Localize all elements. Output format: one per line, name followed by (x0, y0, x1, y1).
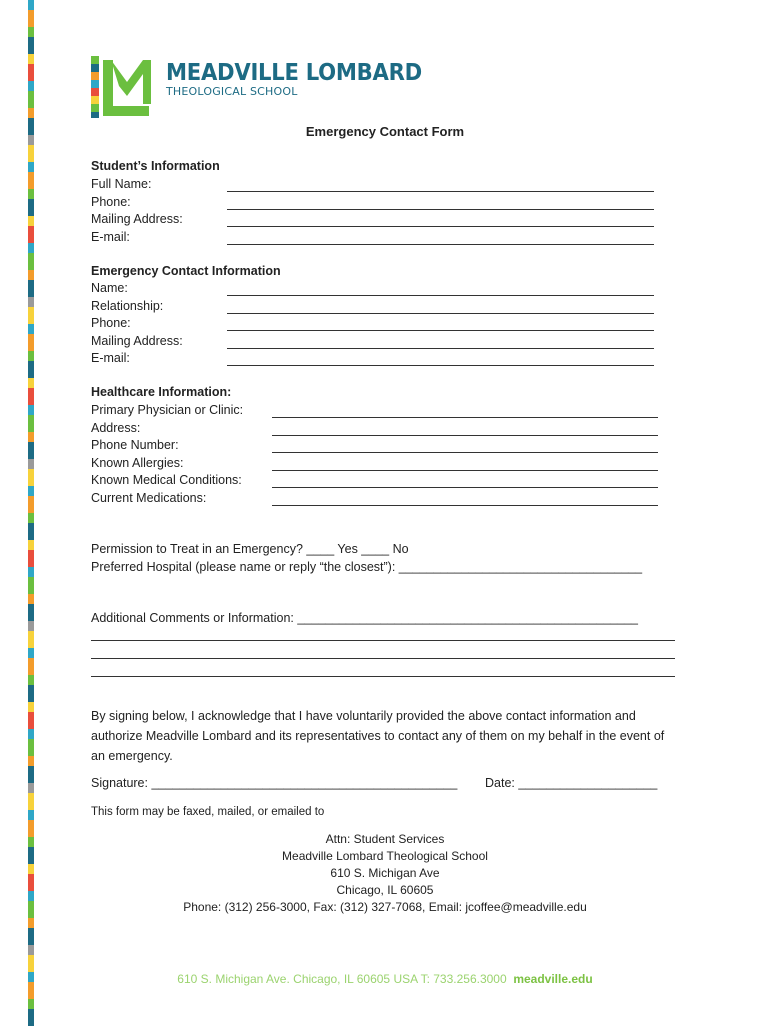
brand-name: MEADVILLE LOMBARD (166, 60, 422, 86)
healthcare-field-label: Address: (91, 420, 141, 435)
healthcare-heading: Healthcare Information: (91, 385, 232, 399)
student-field-line[interactable] (227, 230, 654, 245)
footer-address: 610 S. Michigan Ave. Chicago, IL 60605 USA T: 733.256.3000 (177, 972, 507, 986)
healthcare-field-label: Known Allergies: (91, 455, 184, 470)
preferred-hospital: Preferred Hospital (please name or reply “the closest”): ___________________________________ (91, 560, 643, 574)
student-field-line[interactable] (227, 212, 654, 227)
emergency-field-line[interactable] (227, 316, 654, 331)
comments-line[interactable] (91, 626, 675, 641)
date-field[interactable]: Date: ____________________ (485, 776, 658, 790)
emergency-heading: Emergency Contact Information (91, 264, 281, 278)
emergency-field-label: E-mail: (91, 351, 130, 365)
emergency-field-label: Phone: (91, 316, 131, 330)
address-line: Chicago, IL 60605 (336, 883, 434, 897)
healthcare-field-line[interactable] (272, 403, 658, 418)
footer-website[interactable]: meadville.edu (513, 972, 593, 986)
healthcare-field-line[interactable] (272, 438, 658, 453)
emergency-field-line[interactable] (227, 334, 654, 349)
student-field-label: Phone: (91, 194, 131, 209)
student-field-line[interactable] (227, 195, 654, 210)
form-title: Emergency Contact Form (305, 124, 465, 139)
student-field-label: Full Name: (91, 177, 152, 191)
emergency-field-line[interactable] (227, 281, 654, 296)
emergency-field-label: Name: (91, 281, 128, 295)
send-note: This form may be faxed, mailed, or emailed to (91, 806, 325, 818)
healthcare-field-label: Known Medical Conditions: (91, 473, 242, 487)
healthcare-field-label: Primary Physician or Clinic: (91, 403, 244, 417)
brand-subtitle: THEOLOGICAL SCHOOL (166, 85, 298, 98)
student-field-line[interactable] (227, 177, 654, 192)
student-heading: Student’s Information (91, 159, 220, 173)
permission-to-treat: Permission to Treat in an Emergency? ____ Yes ____ No (91, 542, 409, 556)
healthcare-field-line[interactable] (272, 456, 658, 471)
additional-comments-label: Additional Comments or Information: _________________________________________________ (91, 611, 638, 625)
healthcare-field-line[interactable] (272, 473, 658, 488)
address-line: 610 S. Michigan Ave (330, 866, 440, 880)
healthcare-field-line[interactable] (272, 421, 658, 436)
acknowledgement-text: By signing below, I acknowledge that I have voluntarily provided the above contact information and authorize Meadville Lombard and its representatives to contact any of them on my behalf in the event of an emergency. (91, 709, 665, 763)
address-line: Phone: (312) 256-3000, Fax: (312) 327-7068, Email: jcoffee@meadville.edu (183, 900, 587, 914)
address-line: Attn: Student Services (325, 832, 445, 846)
brand (166, 60, 444, 98)
healthcare-field-line[interactable] (272, 491, 658, 506)
emergency-field-line[interactable] (227, 299, 654, 314)
emergency-field-label: Mailing Address: (91, 333, 183, 348)
address-line: Meadville Lombard Theological School (282, 849, 488, 863)
student-field-label: Mailing Address: (91, 212, 183, 226)
footer (0, 972, 770, 986)
emergency-field-line[interactable] (227, 351, 654, 366)
comments-line[interactable] (91, 644, 675, 659)
emergency-field-label: Relationship: (91, 298, 164, 313)
comments-line[interactable] (91, 662, 675, 677)
signature-field[interactable]: Signature: ____________________________________________ (91, 776, 458, 790)
healthcare-field-label: Phone Number: (91, 438, 179, 452)
healthcare-field-label: Current Medications: (91, 490, 207, 505)
student-field-label: E-mail: (91, 229, 130, 244)
